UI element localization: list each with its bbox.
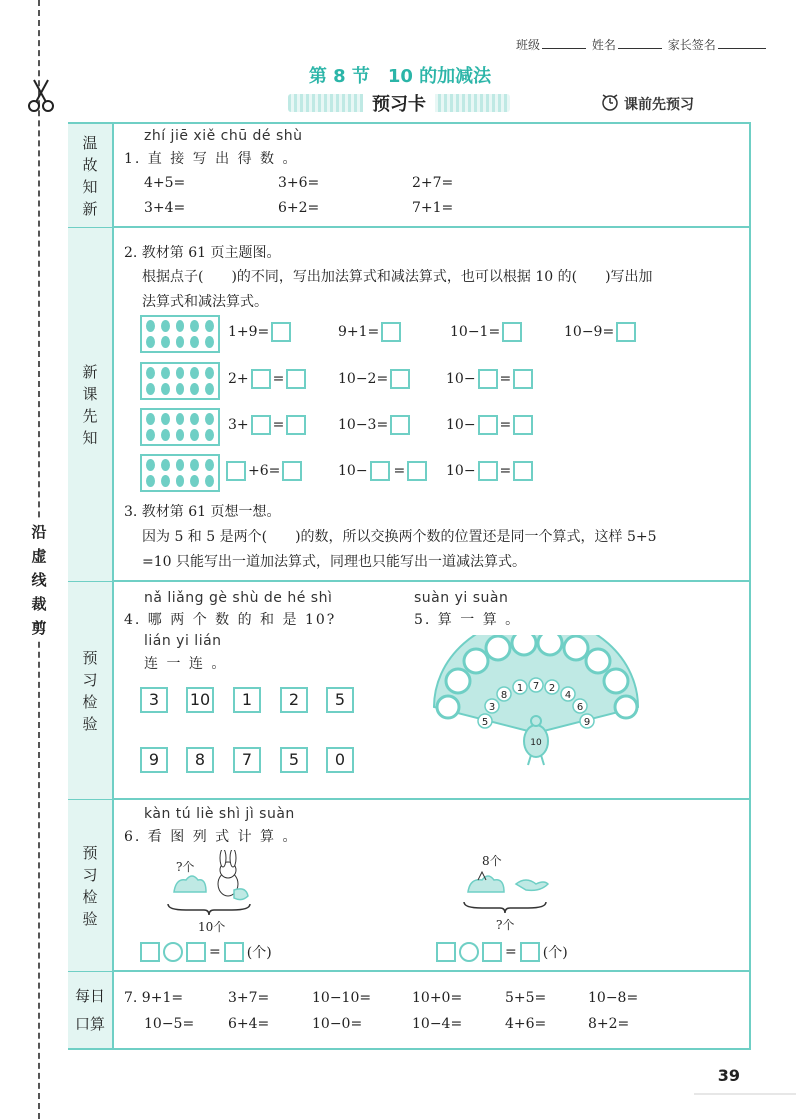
q5-text: 5. 算 一 算 。	[414, 612, 522, 628]
q7-expr: 10−5=	[144, 1016, 195, 1032]
match-card[interactable]: 3	[140, 687, 168, 713]
left-unknown-label: ?个	[176, 860, 195, 874]
answer-box[interactable]	[616, 322, 636, 342]
peacock-number: 6	[576, 702, 584, 713]
dot	[175, 366, 186, 380]
q3-line1: 因为 5 和 5 是两个( )的数，所以交换两个数的位置还是同一个算式，这样 5+5	[142, 529, 657, 545]
q7-expr: 10−8=	[588, 990, 639, 1006]
q2-eq: 10−1=	[450, 322, 522, 342]
dot	[189, 474, 200, 488]
answer-box[interactable]	[390, 369, 410, 389]
dot	[175, 474, 186, 488]
answer-box[interactable]	[513, 415, 533, 435]
q4-text: 4. 哪 两 个 数 的 和 是 10?	[124, 612, 337, 628]
q1-expr: 3+4=	[144, 200, 186, 216]
match-card[interactable]: 5	[326, 687, 354, 713]
answer-box[interactable]	[478, 415, 498, 435]
alarm-clock-icon	[600, 92, 620, 112]
card-title: 预习卡	[363, 90, 435, 114]
dot	[160, 428, 171, 442]
label-new-lesson: 新 课 先 知	[68, 228, 114, 581]
q4-pinyin: nǎ liǎng gè shù de hé shì	[144, 590, 333, 606]
peacock-body-number: 10	[530, 738, 542, 748]
label-daily: 每日 口算	[68, 972, 114, 1048]
operator-circle[interactable]	[459, 942, 479, 962]
ten-frame-3	[140, 408, 220, 446]
q7-expr: 3+7=	[228, 990, 270, 1006]
answer-box[interactable]	[513, 369, 533, 389]
q1-expr: 3+6=	[278, 175, 320, 191]
peacock-number: 4	[564, 690, 572, 701]
match-card[interactable]: 5	[280, 747, 308, 773]
dot	[204, 428, 215, 442]
answer-box[interactable]	[282, 461, 302, 481]
q7-expr: 8+2=	[588, 1016, 630, 1032]
dot	[160, 366, 171, 380]
answer-box[interactable]	[251, 415, 271, 435]
q7-expr: 7. 9+1=	[124, 990, 184, 1006]
q6-left-equation: = (个)	[140, 942, 272, 962]
dot	[145, 412, 156, 426]
q2-eq: 10− =	[446, 461, 533, 481]
peacock-number: 7	[532, 681, 540, 692]
q1-pinyin: zhí jiē xiě chū dé shù	[144, 128, 303, 144]
label-review: 温 故 知 新	[68, 124, 114, 227]
peacock-number: 3	[488, 702, 496, 713]
q2-eq: 10−9=	[564, 322, 636, 342]
q3-line2: =10 只能写出一道加法算式，同理也只能写出一道减法算式。	[142, 554, 526, 570]
dot	[145, 428, 156, 442]
q1-expr: 6+2=	[278, 200, 320, 216]
label-check-2: 预 习 检 验	[68, 800, 114, 971]
answer-box[interactable]	[390, 415, 410, 435]
answer-box[interactable]	[502, 322, 522, 342]
page-number: 39	[717, 1066, 740, 1085]
birds-illustration	[462, 862, 552, 902]
peacock-number: 2	[548, 683, 556, 694]
dot	[189, 412, 200, 426]
answer-box[interactable]	[478, 369, 498, 389]
q7-expr: 10−0=	[312, 1016, 363, 1032]
match-card[interactable]: 9	[140, 747, 168, 773]
q7-expr: 5+5=	[505, 990, 547, 1006]
dot	[160, 382, 171, 396]
q2-eq: 2+ =	[228, 369, 306, 389]
dot	[189, 458, 200, 472]
dot	[160, 335, 171, 349]
ten-frame-2	[140, 362, 220, 400]
dot	[160, 474, 171, 488]
dot	[160, 412, 171, 426]
q2-title: 2. 教材第 61 页主题图。	[124, 245, 281, 261]
right-brace	[462, 900, 548, 914]
q2-eq: 10− =	[446, 415, 533, 435]
answer-box[interactable]	[251, 369, 271, 389]
answer-box[interactable]	[224, 942, 244, 962]
dot	[145, 335, 156, 349]
answer-box[interactable]	[478, 461, 498, 481]
q6-right-equation: = (个)	[436, 942, 568, 962]
q4-text2: 连 一 连 。	[144, 656, 228, 672]
q2-eq: +6=	[226, 461, 302, 481]
answer-box[interactable]	[436, 942, 456, 962]
right-unknown-label: ?个	[496, 918, 515, 932]
q2-eq: 10− =	[338, 461, 427, 481]
left-total-label: 10个	[198, 920, 226, 934]
peacock-number: 9	[583, 717, 591, 728]
q2-eq: 10− =	[446, 369, 533, 389]
dot	[145, 319, 156, 333]
q7-expr: 10−4=	[412, 1016, 463, 1032]
peacock-number: 1	[516, 683, 524, 694]
dot	[145, 458, 156, 472]
answer-box[interactable]	[520, 942, 540, 962]
cut-instruction: 沿 虚 线 裁 剪	[30, 520, 48, 640]
q7-expr: 6+4=	[228, 1016, 270, 1032]
ten-frame-1	[140, 315, 220, 353]
dot	[160, 458, 171, 472]
peacock-number: 5	[481, 717, 489, 728]
q7-expr: 4+6=	[505, 1016, 547, 1032]
q2-line2: 法算式和减法算式。	[142, 294, 268, 310]
q2-line1: 根据点子( )的不同，写出加法算式和减法算式，也可以根据 10 的( )写出加	[142, 269, 653, 285]
dot	[204, 412, 215, 426]
answer-box[interactable]	[140, 942, 160, 962]
q2-eq: 3+ =	[228, 415, 306, 435]
answer-box[interactable]	[286, 415, 306, 435]
match-card[interactable]: 7	[233, 747, 261, 773]
peacock-illustration	[430, 635, 642, 767]
q5-pinyin: suàn yi suàn	[414, 590, 509, 606]
q2-eq: 10−3=	[338, 415, 410, 435]
dot	[175, 458, 186, 472]
dot	[189, 366, 200, 380]
ten-frame-4	[140, 454, 220, 492]
match-card[interactable]: 1	[233, 687, 261, 713]
q1-expr: 7+1=	[412, 200, 454, 216]
peacock-number: 8	[500, 690, 508, 701]
dot	[204, 335, 215, 349]
dot	[175, 428, 186, 442]
rabbit-mushrooms-illustration	[168, 850, 258, 910]
dot	[145, 474, 156, 488]
operator-circle[interactable]	[163, 942, 183, 962]
answer-box[interactable]	[482, 942, 502, 962]
dot	[145, 366, 156, 380]
q1-expr: 2+7=	[412, 175, 454, 191]
header-info: 班级 姓名 家长签名	[516, 36, 768, 53]
q7-expr: 10+0=	[412, 990, 463, 1006]
q2-eq: 1+9=	[228, 322, 291, 342]
match-card[interactable]: 0	[326, 747, 354, 773]
answer-box[interactable]	[513, 461, 533, 481]
right-known-label: 8个	[482, 854, 502, 868]
q6-text: 6. 看 图 列 式 计 算 。	[124, 829, 299, 845]
dot	[175, 335, 186, 349]
dot	[189, 428, 200, 442]
q3-title: 3. 教材第 61 页想一想。	[124, 504, 281, 520]
dot	[160, 319, 171, 333]
answer-box[interactable]	[381, 322, 401, 342]
answer-box[interactable]	[407, 461, 427, 481]
q2-eq: 9+1=	[338, 322, 401, 342]
dot	[204, 458, 215, 472]
preview-tag: 课前先预习	[624, 97, 694, 113]
dot	[189, 382, 200, 396]
dot	[204, 382, 215, 396]
answer-box[interactable]	[186, 942, 206, 962]
dot	[175, 319, 186, 333]
section-title: 第 8 节 10 的加减法	[308, 66, 492, 87]
answer-box[interactable]	[226, 461, 246, 481]
dot	[175, 412, 186, 426]
answer-box[interactable]	[271, 322, 291, 342]
dot	[145, 382, 156, 396]
dot	[189, 319, 200, 333]
match-card[interactable]: 2	[280, 687, 308, 713]
label-check-1: 预 习 检 验	[68, 582, 114, 799]
page-corner-decoration	[690, 1050, 800, 1110]
dot	[175, 382, 186, 396]
q6-pinyin: kàn tú liè shì jì suàn	[144, 806, 295, 822]
dot	[204, 366, 215, 380]
q1-text: 1. 直 接 写 出 得 数 。	[124, 151, 299, 167]
card-title-bar	[288, 90, 510, 114]
q1-expr: 4+5=	[144, 175, 186, 191]
q7-expr: 10−10=	[312, 990, 372, 1006]
dot	[204, 474, 215, 488]
match-card[interactable]: 8	[186, 747, 214, 773]
q4-pinyin2: lián yi lián	[144, 633, 222, 649]
left-brace	[166, 902, 252, 916]
answer-box[interactable]	[370, 461, 390, 481]
dot	[204, 319, 215, 333]
q2-eq: 10−2=	[338, 369, 410, 389]
dot	[189, 335, 200, 349]
answer-box[interactable]	[286, 369, 306, 389]
match-card[interactable]: 10	[186, 687, 214, 713]
